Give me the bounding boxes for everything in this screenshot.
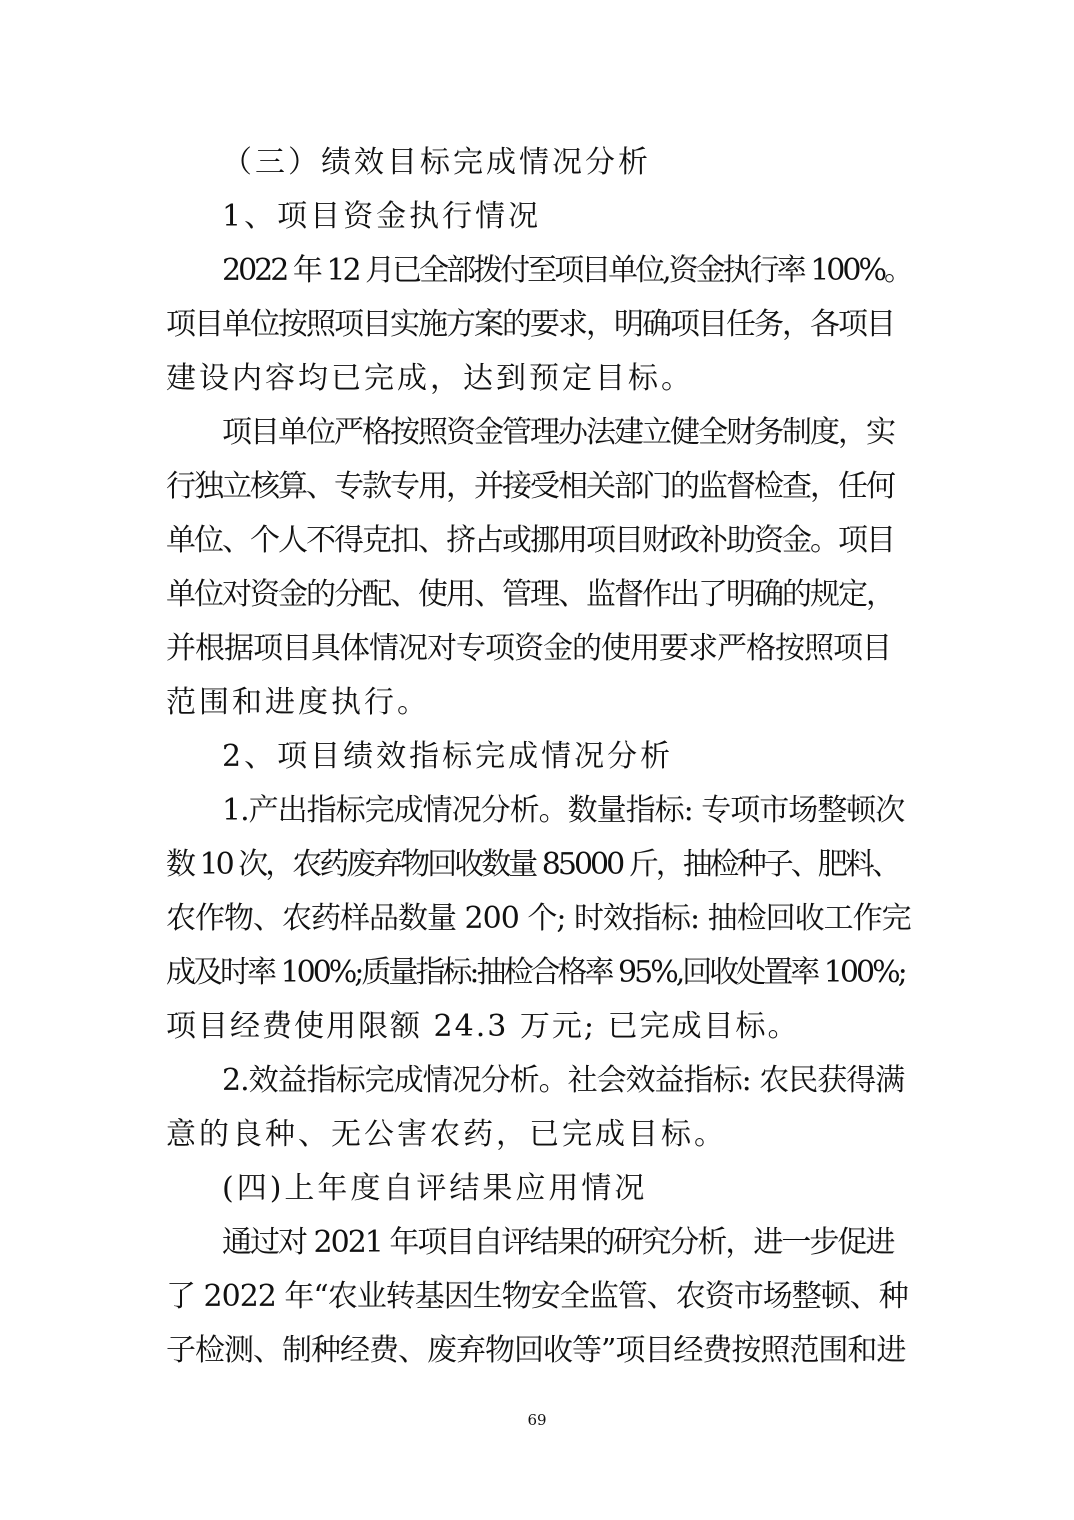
paragraph-line: 农作物、农药样品数量 200 个; 时效指标: 抽检回收工作完 <box>166 901 911 936</box>
paragraph-line: 单位对资金的分配、使用、管理、监督作出了明确的规定， <box>166 577 894 612</box>
paragraph-line: 项目单位按照项目实施方案的要求，明确项目任务，各项目 <box>166 307 894 342</box>
paragraph-line: 并根据项目具体情况对专项资金的使用要求严格按照项目 <box>166 631 891 666</box>
paragraph-line: 2022 年 12 月已全部拨付至项目单位,资金执行率 100%。 <box>222 253 911 288</box>
subheading-1: 1、项目资金执行情况 <box>222 199 542 234</box>
section-heading-4: (四)上年度自评结果应用情况 <box>222 1171 648 1206</box>
page-number: 69 <box>527 1411 547 1429</box>
paragraph-line: 了 2022 年“农业转基因生物安全监管、农资市场整顿、种 <box>166 1279 908 1314</box>
paragraph-line: 建设内容均已完成，达到预定目标。 <box>166 361 694 396</box>
paragraph-line: 意的良种、无公害农药，已完成目标。 <box>166 1117 727 1152</box>
subheading-2: 2、项目绩效指标完成情况分析 <box>222 739 674 774</box>
paragraph-line: 范围和进度执行。 <box>166 685 430 720</box>
section-heading-3: （三）绩效目标完成情况分析 <box>222 145 651 180</box>
paragraph-line: 通过对 2021 年项目自评结果的研究分析，进一步促进 <box>222 1225 894 1260</box>
paragraph-line: 2.效益指标完成情况分析。社会效益指标: 农民获得满 <box>222 1063 905 1098</box>
paragraph-line: 数 10 次，农药废弃物回收数量 85000 斤，抽检种子、肥料、 <box>166 847 899 882</box>
paragraph-line: 1.产出指标完成情况分析。数量指标: 专项市场整顿次 <box>222 793 905 828</box>
paragraph-line: 行独立核算、专款专用，并接受相关部门的监督检查，任何 <box>166 469 894 504</box>
paragraph-line: 成及时率 100%;质量指标:抽检合格率 95%,回收处置率 100%; <box>166 955 905 990</box>
paragraph-line: 项目经费使用限额 24.3 万元; 已完成目标。 <box>166 1009 800 1044</box>
paragraph-line: 项目单位严格按照资金管理办法建立健全财务制度，实 <box>222 415 894 450</box>
paragraph-line: 子检测、制种经费、废弃物回收等”项目经费按照范围和进 <box>166 1333 906 1368</box>
paragraph-line: 单位、个人不得克扣、挤占或挪用项目财政补助资金。项目 <box>166 523 894 558</box>
